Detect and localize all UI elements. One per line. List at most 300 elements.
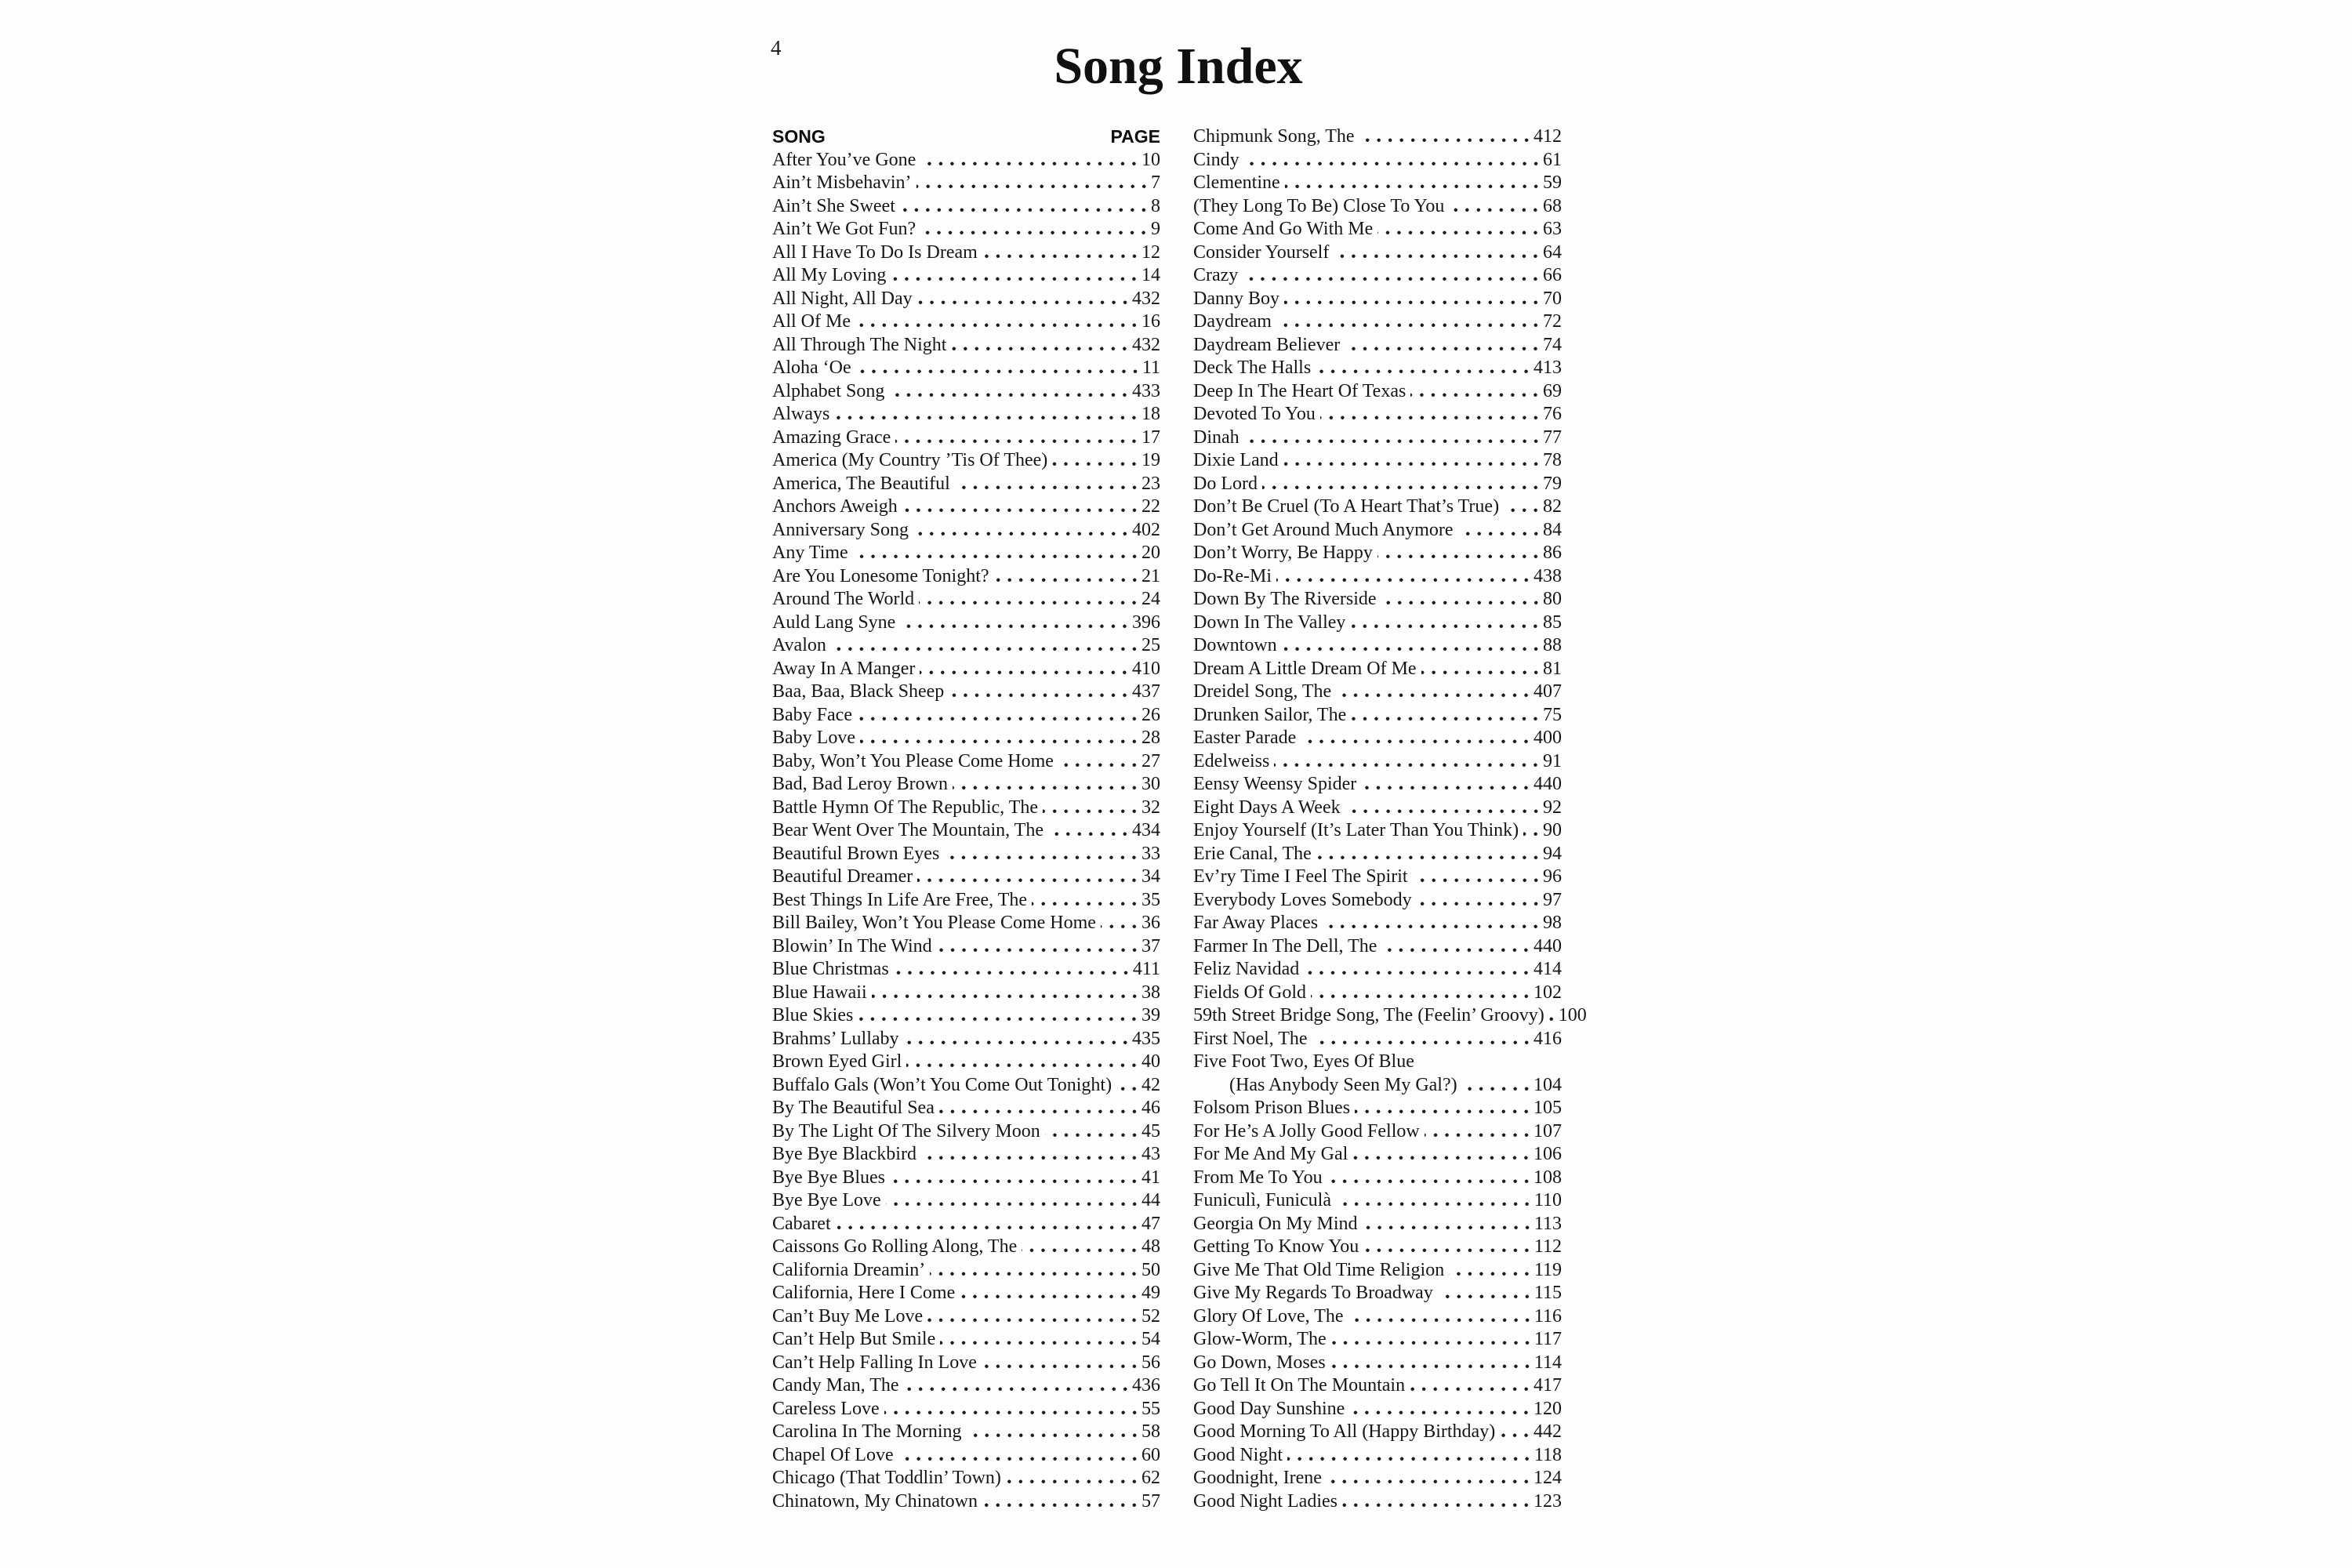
song-title: Around The World xyxy=(772,589,915,609)
dot-leader xyxy=(994,578,1140,582)
dot-leader xyxy=(921,1156,1140,1160)
song-page: 46 xyxy=(1142,1098,1160,1118)
index-row xyxy=(1193,542,1562,565)
song-page: 91 xyxy=(1543,750,1562,771)
index-row xyxy=(772,1490,1160,1514)
index-row xyxy=(1193,750,1562,774)
index-row xyxy=(1193,1097,1562,1120)
index-row xyxy=(1193,310,1562,334)
song-title: Dreidel Song, The xyxy=(1193,681,1332,702)
dot-leader xyxy=(1116,1087,1140,1091)
song-title: Down By The Riverside xyxy=(1193,589,1377,609)
dot-leader xyxy=(1320,416,1541,419)
dot-leader xyxy=(1336,693,1532,697)
song-page: 39 xyxy=(1142,1005,1160,1025)
song-page: 416 xyxy=(1534,1028,1562,1049)
song-title: Goodnight, Irene xyxy=(1193,1468,1322,1488)
dot-leader xyxy=(1425,1133,1532,1137)
index-row xyxy=(1193,982,1562,1005)
dot-leader xyxy=(1355,1109,1532,1113)
song-title: Dream A Little Dream Of Me xyxy=(1193,658,1417,679)
index-row xyxy=(1193,958,1562,982)
dot-leader xyxy=(1381,601,1541,604)
song-page: 437 xyxy=(1132,681,1160,702)
index-row xyxy=(772,958,1160,982)
dot-leader xyxy=(1334,254,1541,258)
song-page: 11 xyxy=(1142,358,1160,378)
index-row xyxy=(1193,1490,1562,1514)
song-page: 14 xyxy=(1142,265,1160,285)
index-row xyxy=(1193,357,1562,380)
dot-leader xyxy=(1345,347,1541,350)
index-row xyxy=(1193,1421,1562,1444)
song-title: Come And Go With Me xyxy=(1193,219,1374,239)
song-page: 107 xyxy=(1534,1120,1562,1142)
song-page: 69 xyxy=(1543,380,1562,401)
song-title: Are You Lonesome Tonight? xyxy=(772,565,989,586)
dot-leader xyxy=(1413,878,1541,882)
song-page: 26 xyxy=(1142,704,1160,725)
song-page: 24 xyxy=(1142,589,1160,609)
song-title: Downtown xyxy=(1193,635,1277,655)
index-row xyxy=(1193,1051,1562,1074)
dot-leader xyxy=(857,717,1140,720)
song-title: Getting To Know You xyxy=(1193,1236,1359,1257)
index-row xyxy=(1193,1213,1562,1236)
dot-leader xyxy=(886,1202,1140,1206)
song-title: Any Time xyxy=(772,543,848,563)
index-row xyxy=(1193,403,1562,426)
dot-leader xyxy=(1349,1410,1532,1414)
song-title: Easter Parade xyxy=(1193,728,1297,748)
song-title: Good Morning To All (Happy Birthday) xyxy=(1193,1421,1496,1442)
dot-leader xyxy=(949,693,1131,697)
song-page: 12 xyxy=(1142,241,1160,263)
dot-leader xyxy=(1410,1387,1532,1391)
song-page: 84 xyxy=(1543,519,1562,540)
index-row xyxy=(772,1305,1160,1329)
song-title: Consider Yourself xyxy=(1193,241,1330,263)
index-row xyxy=(772,1074,1160,1098)
index-row xyxy=(772,1374,1160,1398)
song-page: 66 xyxy=(1543,265,1562,285)
index-row xyxy=(1193,519,1562,543)
dot-leader xyxy=(1381,948,1532,952)
dot-leader xyxy=(1274,763,1541,767)
song-page: 70 xyxy=(1543,288,1562,309)
index-row xyxy=(772,1189,1160,1213)
song-title: Anniversary Song xyxy=(772,519,909,540)
song-title: Don’t Be Cruel (To A Heart That’s True) xyxy=(1193,496,1500,517)
song-page: 108 xyxy=(1534,1167,1562,1188)
dot-leader xyxy=(1417,902,1541,906)
song-page: 48 xyxy=(1142,1236,1160,1257)
dot-leader xyxy=(937,948,1140,952)
dot-leader xyxy=(1301,739,1532,743)
song-page: 21 xyxy=(1142,565,1160,586)
song-page: 59 xyxy=(1543,172,1562,193)
song-title: Eight Days A Week xyxy=(1193,797,1341,818)
index-row xyxy=(772,1120,1160,1144)
song-page: 62 xyxy=(1142,1468,1160,1488)
index-row xyxy=(772,519,1160,543)
index-row xyxy=(772,1236,1160,1259)
dot-leader xyxy=(1006,1479,1140,1483)
song-title: Bye Bye Blues xyxy=(772,1167,885,1188)
dot-leader xyxy=(858,1017,1140,1021)
song-title: Avalon xyxy=(772,635,826,655)
song-title: Cabaret xyxy=(772,1213,831,1234)
song-title: Dinah xyxy=(1193,426,1240,448)
dot-leader xyxy=(1045,1133,1140,1137)
index-row xyxy=(1193,935,1562,959)
index-row xyxy=(772,495,1160,519)
song-page: 45 xyxy=(1142,1120,1160,1142)
index-row xyxy=(1193,1236,1562,1259)
index-row xyxy=(772,1398,1160,1421)
dot-leader xyxy=(1243,277,1541,281)
song-title: Can’t Help Falling In Love xyxy=(772,1352,977,1373)
index-row xyxy=(772,380,1160,404)
song-page: 412 xyxy=(1534,126,1562,147)
index-row xyxy=(772,889,1160,913)
dot-leader xyxy=(836,1225,1140,1229)
song-page: 18 xyxy=(1142,404,1160,424)
index-row xyxy=(772,1421,1160,1444)
index-row xyxy=(772,149,1160,172)
index-row xyxy=(772,426,1160,450)
song-title: Down In The Valley xyxy=(1193,612,1346,633)
song-page: 90 xyxy=(1543,820,1562,840)
song-title: Ev’ry Time I Feel The Spirit xyxy=(1193,866,1408,887)
dot-leader xyxy=(1377,230,1541,234)
song-title: Devoted To You xyxy=(1193,404,1316,424)
index-row xyxy=(1193,1467,1562,1490)
song-title: Fields Of Gold xyxy=(1193,982,1306,1003)
index-row xyxy=(772,241,1160,265)
index-row xyxy=(1193,1074,1562,1098)
dot-leader xyxy=(1284,300,1541,304)
dot-leader xyxy=(1359,138,1532,142)
song-title: Beautiful Dreamer xyxy=(772,866,913,887)
song-page: 106 xyxy=(1534,1144,1562,1164)
song-title: Blue Hawaii xyxy=(772,982,867,1003)
song-title: Battle Hymn Of The Republic, The xyxy=(772,797,1039,818)
index-row xyxy=(772,403,1160,426)
index-row xyxy=(772,634,1160,658)
dot-leader xyxy=(1549,1017,1557,1021)
index-row xyxy=(1193,172,1562,195)
song-title: Amazing Grace xyxy=(772,426,891,448)
index-row xyxy=(772,542,1160,565)
index-row xyxy=(772,565,1160,589)
dot-leader xyxy=(1285,184,1541,188)
song-title: Alphabet Song xyxy=(772,380,885,401)
dot-leader xyxy=(1410,393,1541,397)
dot-leader xyxy=(898,1457,1140,1461)
left-entries xyxy=(772,149,1160,1514)
song-page: 94 xyxy=(1543,843,1562,864)
song-title: All Of Me xyxy=(772,311,851,332)
song-title: Folsom Prison Blues xyxy=(1193,1098,1351,1118)
song-page: 98 xyxy=(1543,913,1562,933)
index-row xyxy=(1193,1120,1562,1144)
dot-leader xyxy=(930,1272,1140,1276)
song-page: 74 xyxy=(1543,334,1562,355)
index-row xyxy=(772,612,1160,635)
song-page: 413 xyxy=(1534,358,1562,378)
song-title: Baby Love xyxy=(772,728,855,748)
song-title: Funiculì, Funiculà xyxy=(1193,1190,1331,1210)
index-row xyxy=(1193,704,1562,728)
index-row xyxy=(772,1352,1160,1375)
song-title: Ain’t She Sweet xyxy=(772,195,895,216)
song-page: 116 xyxy=(1534,1305,1562,1327)
song-title: Brahms’ Lullaby xyxy=(772,1028,899,1049)
dot-leader xyxy=(1276,323,1541,327)
song-title: Do-Re-Mi xyxy=(1193,565,1272,586)
dot-leader xyxy=(895,439,1140,443)
song-page: 80 xyxy=(1543,589,1562,609)
song-page: 34 xyxy=(1142,866,1160,887)
index-row xyxy=(772,1097,1160,1120)
song-page: 9 xyxy=(1151,219,1160,239)
index-row xyxy=(1193,1374,1562,1398)
dot-leader xyxy=(906,1063,1140,1067)
index-row xyxy=(1193,1328,1562,1352)
dot-leader xyxy=(951,347,1131,350)
page-number: 4 xyxy=(771,36,782,60)
song-title: By The Beautiful Sea xyxy=(772,1098,935,1118)
dot-leader xyxy=(1043,809,1140,813)
index-row xyxy=(1193,1305,1562,1329)
index-row xyxy=(772,1028,1160,1051)
song-title: Glow-Worm, The xyxy=(1193,1329,1327,1349)
index-row xyxy=(772,195,1160,219)
dot-leader xyxy=(967,1433,1140,1437)
song-title: Aloha ‘Oe xyxy=(772,358,851,378)
song-title: Brown Eyed Girl xyxy=(772,1051,902,1072)
index-row xyxy=(1193,449,1562,473)
dot-leader xyxy=(860,739,1140,743)
dot-leader xyxy=(856,369,1141,373)
column-header-row xyxy=(772,125,1160,149)
song-title: America (My Country ’Tis Of Thee) xyxy=(772,450,1048,470)
song-page: 82 xyxy=(1543,496,1562,517)
song-title: Good Night xyxy=(1193,1444,1283,1465)
song-title: Erie Canal, The xyxy=(1193,843,1312,864)
song-page: 432 xyxy=(1132,334,1160,355)
song-page: 115 xyxy=(1534,1283,1562,1303)
dot-leader xyxy=(894,971,1131,975)
dot-leader xyxy=(1312,1040,1532,1044)
dot-leader xyxy=(916,184,1149,188)
song-page: 407 xyxy=(1534,681,1562,702)
dot-leader xyxy=(1345,809,1541,813)
index-row xyxy=(772,1051,1160,1074)
dot-leader xyxy=(940,1341,1140,1345)
song-title: Give My Regards To Broadway xyxy=(1193,1283,1433,1303)
song-title: Chipmunk Song, The xyxy=(1193,126,1355,147)
song-title: Go Down, Moses xyxy=(1193,1352,1326,1373)
song-page: 41 xyxy=(1142,1167,1160,1188)
song-title: Best Things In Life Are Free, The xyxy=(772,889,1028,910)
dot-leader xyxy=(920,162,1140,165)
song-page: 113 xyxy=(1534,1213,1562,1234)
song-page: 55 xyxy=(1142,1398,1160,1419)
dot-leader xyxy=(904,1040,1131,1044)
song-page: 112 xyxy=(1534,1236,1562,1257)
song-title: Give Me That Old Time Religion xyxy=(1193,1259,1445,1280)
dot-leader xyxy=(955,485,1140,489)
index-row xyxy=(1193,473,1562,496)
index-row xyxy=(772,1167,1160,1190)
song-page: 20 xyxy=(1142,543,1160,563)
index-row xyxy=(1193,1444,1562,1468)
index-row xyxy=(772,310,1160,334)
song-title: Daydream Believer xyxy=(1193,334,1341,355)
song-title: Clementine xyxy=(1193,172,1280,193)
song-page: 81 xyxy=(1543,658,1562,679)
dot-leader xyxy=(982,1503,1140,1507)
index-row xyxy=(772,1467,1160,1490)
index-row xyxy=(772,866,1160,889)
index-row xyxy=(1193,241,1562,265)
dot-leader xyxy=(939,1109,1140,1113)
song-title: Daydream xyxy=(1193,311,1272,332)
index-row xyxy=(1193,334,1562,358)
index-column-right xyxy=(1193,125,1587,1513)
dot-leader xyxy=(831,647,1140,651)
index-row xyxy=(772,172,1160,195)
song-title: Caissons Go Rolling Along, The xyxy=(772,1236,1018,1257)
dot-leader xyxy=(1032,902,1140,906)
index-row xyxy=(772,819,1160,843)
song-page: 61 xyxy=(1543,149,1562,170)
index-row xyxy=(1193,634,1562,658)
song-page: 33 xyxy=(1142,843,1160,864)
song-title: Auld Lang Syne xyxy=(772,612,896,633)
song-title: Feliz Navidad xyxy=(1193,959,1300,979)
song-page: 86 xyxy=(1543,543,1562,563)
index-row xyxy=(1193,843,1562,866)
song-title: Eensy Weensy Spider xyxy=(1193,774,1357,794)
song-page: 432 xyxy=(1132,288,1160,309)
dot-leader xyxy=(1342,1503,1532,1507)
dot-leader xyxy=(982,254,1140,258)
index-row xyxy=(1193,1143,1562,1167)
song-page: 434 xyxy=(1132,820,1160,840)
page-title: Song Index xyxy=(1054,38,1303,95)
song-page: 78 xyxy=(1543,450,1562,470)
song-page: 10 xyxy=(1142,149,1160,170)
song-page: 68 xyxy=(1543,195,1562,216)
song-title: Edelweiss xyxy=(1193,750,1270,771)
dot-leader xyxy=(884,1410,1140,1414)
song-title: Bill Bailey, Won’t You Please Come Home xyxy=(772,913,1096,933)
song-page: 75 xyxy=(1543,704,1562,725)
song-title: Drunken Sailor, The xyxy=(1193,704,1347,725)
song-title: Candy Man, The xyxy=(772,1375,899,1396)
song-title: For He’s A Jolly Good Fellow xyxy=(1193,1120,1420,1142)
dot-leader xyxy=(1283,462,1541,466)
index-row xyxy=(772,449,1160,473)
song-title: Everybody Loves Somebody xyxy=(1193,889,1412,910)
index-row xyxy=(1193,195,1562,219)
song-page: 414 xyxy=(1534,959,1562,979)
index-row xyxy=(772,727,1160,750)
song-title: Blue Skies xyxy=(772,1005,854,1025)
song-page: 123 xyxy=(1534,1490,1562,1512)
song-page: 64 xyxy=(1543,241,1562,263)
dot-leader xyxy=(944,855,1140,859)
song-title: Baby Face xyxy=(772,704,852,725)
index-row xyxy=(772,473,1160,496)
dot-leader xyxy=(1331,1341,1533,1345)
song-page: 22 xyxy=(1142,496,1160,517)
song-title: Carolina In The Morning xyxy=(772,1421,962,1442)
dot-leader xyxy=(917,878,1140,882)
index-row xyxy=(1193,1398,1562,1421)
index-row xyxy=(772,1444,1160,1468)
song-title: Beautiful Brown Eyes xyxy=(772,843,940,864)
index-row xyxy=(772,935,1160,959)
index-row xyxy=(1193,125,1562,149)
index-row xyxy=(1193,797,1562,820)
song-title: All Through The Night xyxy=(772,334,947,355)
index-row xyxy=(1193,819,1562,843)
index-row xyxy=(772,288,1160,311)
index-row xyxy=(772,773,1160,797)
song-title: 59th Street Bridge Song, The (Feelin’ Groovy) xyxy=(1193,1005,1544,1025)
song-title: Don’t Get Around Much Anymore xyxy=(1193,519,1454,540)
index-row xyxy=(1193,866,1562,889)
dot-leader xyxy=(1244,439,1541,443)
dot-leader xyxy=(1287,1457,1533,1461)
song-page: 438 xyxy=(1534,565,1562,586)
song-title: Go Tell It On The Mountain xyxy=(1193,1375,1406,1396)
song-title: Ain’t We Got Fun? xyxy=(772,219,916,239)
song-page: 35 xyxy=(1142,889,1160,910)
dot-leader xyxy=(1458,532,1541,535)
song-page: 58 xyxy=(1142,1421,1160,1442)
song-page: 85 xyxy=(1543,612,1562,633)
song-title: Chicago (That Toddlin’ Town) xyxy=(772,1468,1001,1488)
dot-leader xyxy=(1327,1479,1532,1483)
dot-leader xyxy=(1523,832,1541,836)
song-title: (They Long To Be) Close To You xyxy=(1193,195,1445,216)
dot-leader xyxy=(1048,832,1131,836)
dot-leader xyxy=(1438,1294,1533,1298)
song-page: 88 xyxy=(1543,635,1562,655)
index-row xyxy=(1193,588,1562,612)
dot-leader xyxy=(1311,994,1532,998)
song-page: 417 xyxy=(1534,1375,1562,1396)
song-page: 40 xyxy=(1142,1051,1160,1072)
dot-leader xyxy=(920,230,1149,234)
song-title: Careless Love xyxy=(772,1398,880,1419)
index-row xyxy=(1193,889,1562,913)
page-column-header: PAGE xyxy=(1110,126,1160,147)
song-page: 32 xyxy=(1142,797,1160,818)
index-row xyxy=(772,218,1160,241)
song-title: Far Away Places xyxy=(1193,913,1319,933)
song-title: Bye Bye Love xyxy=(772,1190,881,1210)
song-title: All I Have To Do Is Dream xyxy=(772,241,978,263)
song-page: 28 xyxy=(1142,728,1160,748)
song-column-header: SONG xyxy=(772,126,826,147)
dot-leader xyxy=(913,532,1131,535)
